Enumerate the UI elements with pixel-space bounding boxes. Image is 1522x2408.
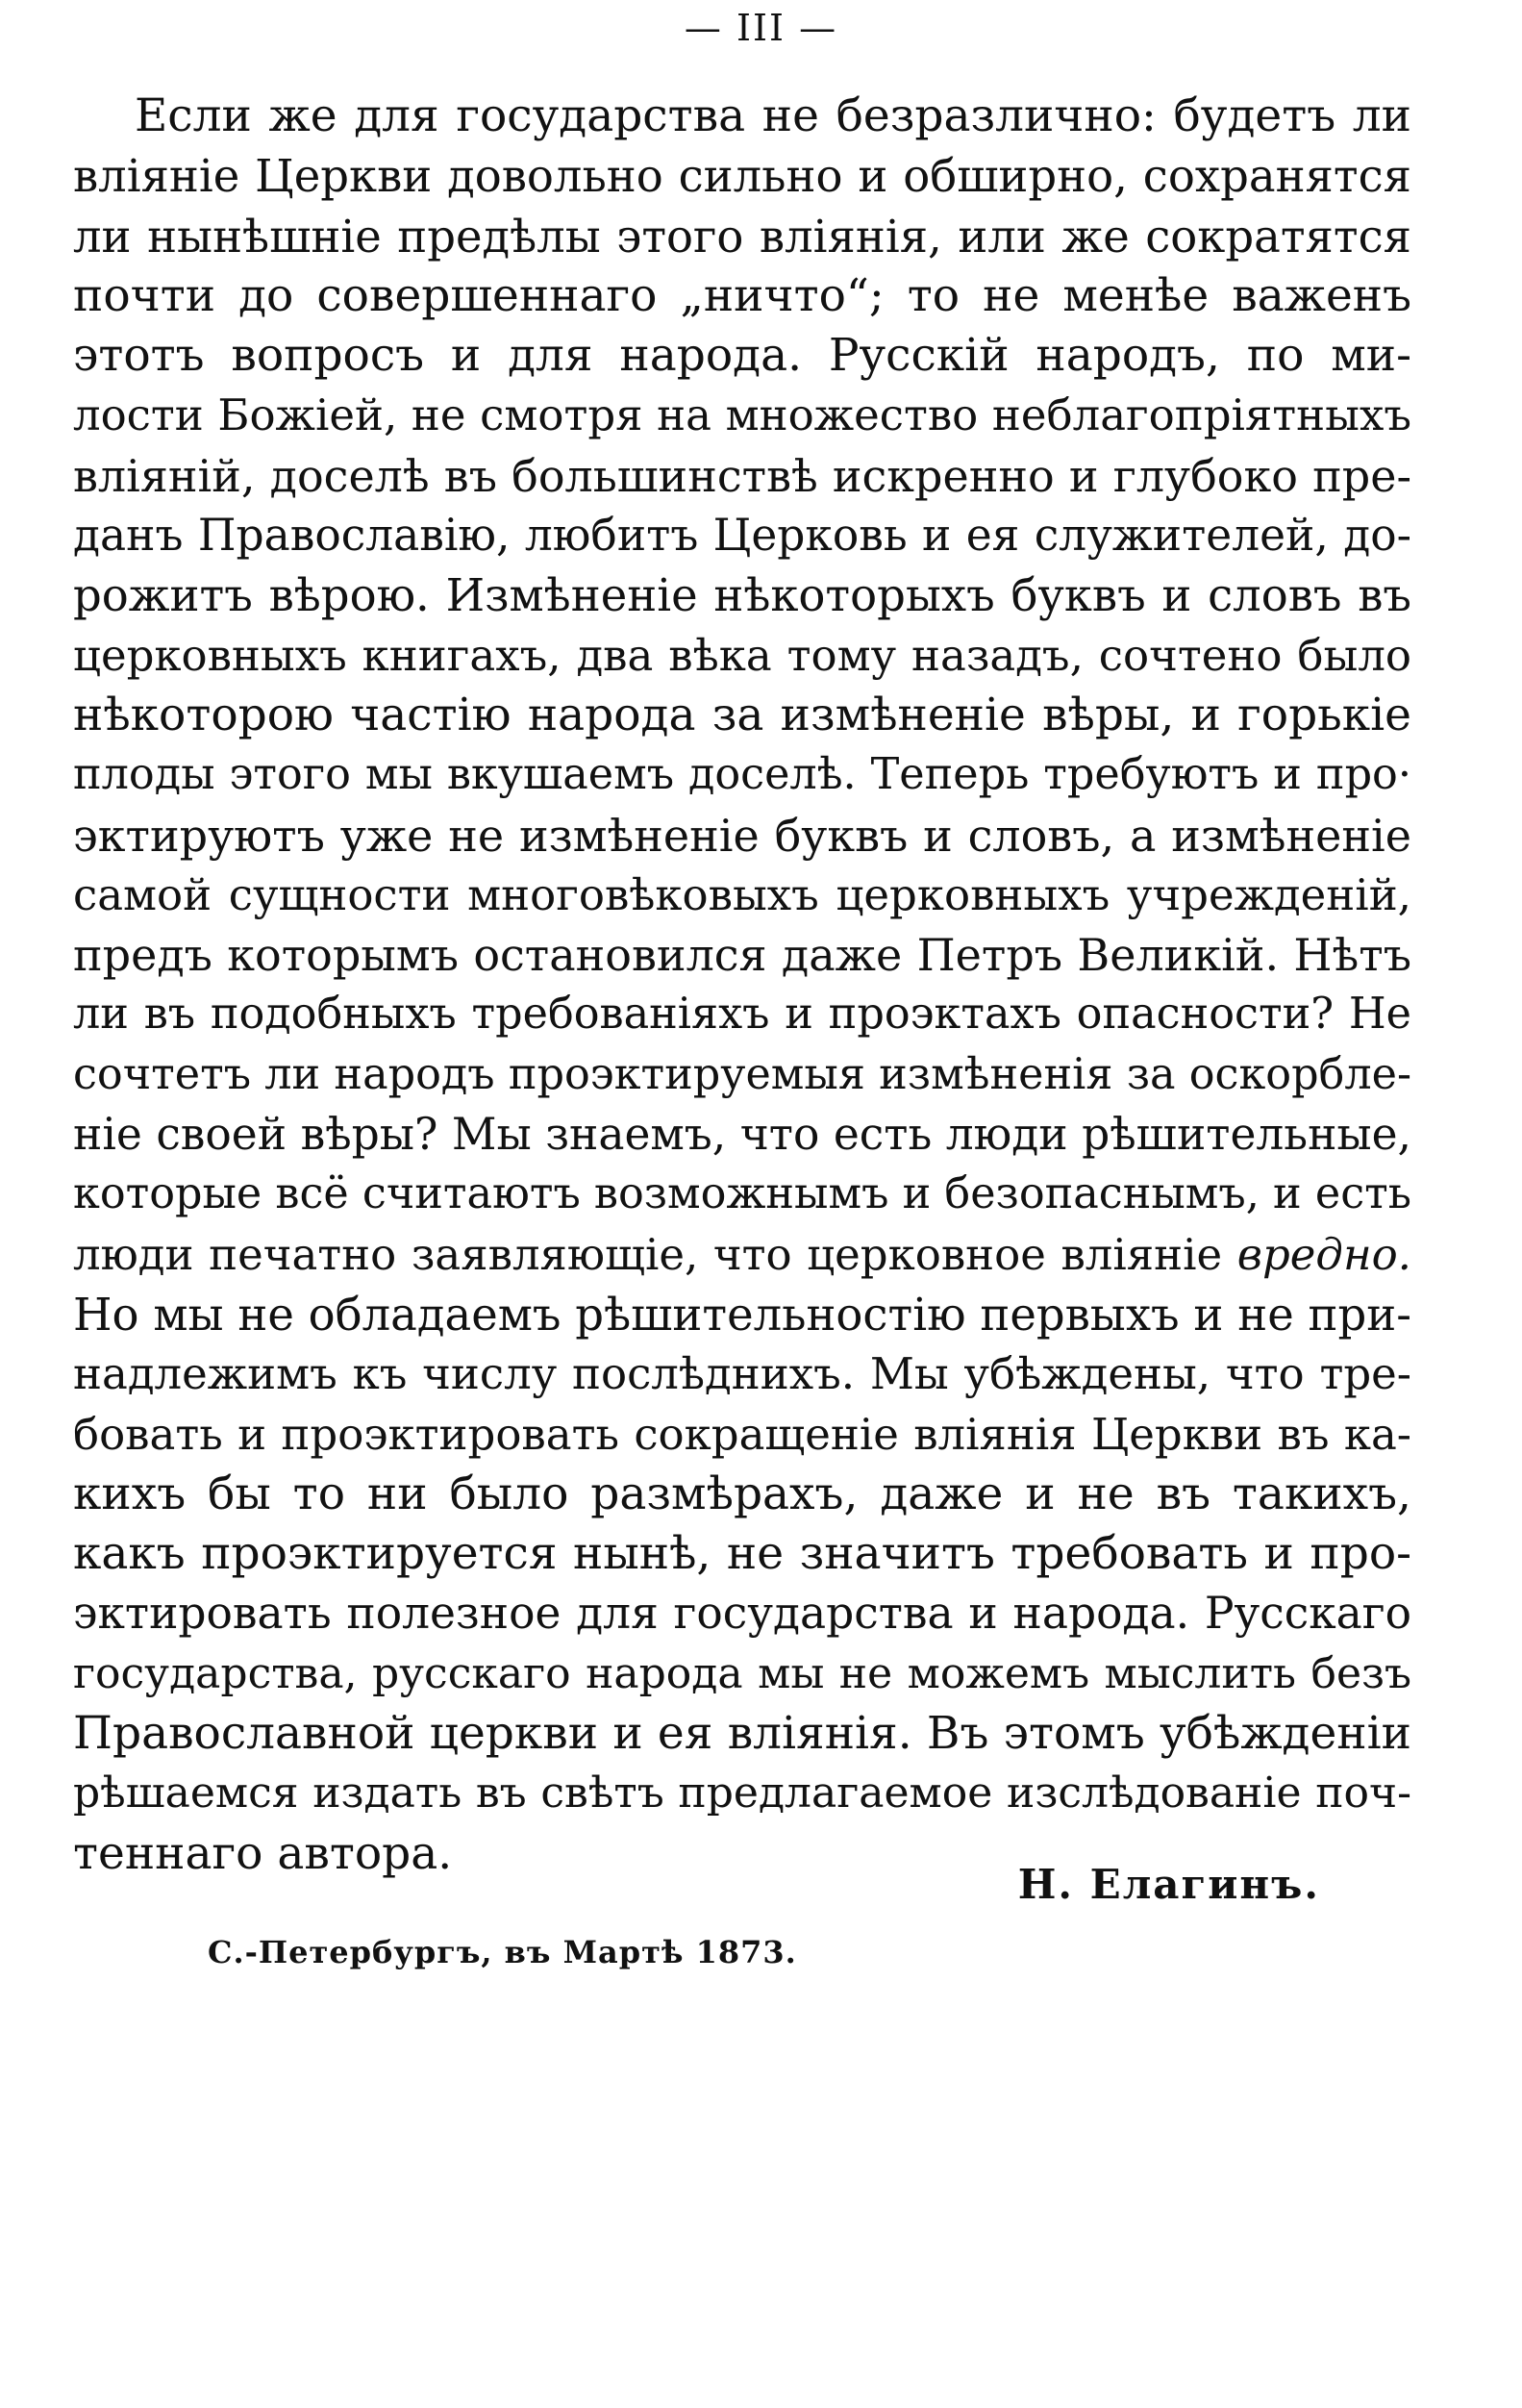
page-number: — III — — [684, 7, 838, 49]
text-line: сочтетъ ли народъ проэктируемыя измѣненія за оскорбле- — [73, 1049, 1411, 1099]
text-line: кихъ бы то ни было размѣрахъ, даже и не въ такихъ, — [73, 1467, 1411, 1520]
text-line: Но мы не обладаемъ рѣшительностію первыхъ и не при- — [73, 1288, 1411, 1341]
text-line: этотъ вопросъ и для народа. Русскій народъ, по ми- — [73, 329, 1411, 383]
place-date-line: С.-Петербургъ, въ Мартѣ 1873. — [208, 1934, 797, 1970]
text-line: какъ проэктируется нынѣ, не значитъ требовать и про- — [73, 1527, 1411, 1581]
text-line: ніе своей вѣры? Мы знаемъ, что есть люди рѣшительные, — [73, 1109, 1411, 1161]
text-line: ли въ подобныхъ требованіяхъ и проэктахъ опасности? Не — [73, 990, 1411, 1040]
text-line: данъ Православію, любитъ Церковь и ея служителей, до- — [73, 510, 1411, 562]
text-line: плоды этого мы вкушаемъ доселѣ. Теперь требуютъ и про· — [73, 750, 1411, 800]
text-line: надлежимъ къ числу послѣднихъ. Мы убѣждены, что тре- — [73, 1348, 1411, 1400]
text-line: эктировать полезное для государства и народа. Русскаго — [73, 1588, 1411, 1640]
text-line: почти до совершеннаго „ничто“; то не менѣе важенъ — [73, 268, 1411, 322]
italic-emphasis: вредно. — [1236, 1228, 1411, 1280]
text-line: Православной церкви и ея вліянія. Въ этомъ убѣжденіи — [73, 1707, 1411, 1761]
text-line: вліяніе Церкви довольно сильно и обширно, сохранятся — [73, 150, 1411, 203]
text-line-start: люди печатно заявляющіе, что церковное вліяніе — [73, 1228, 1223, 1280]
text-line: вліяній, доселѣ въ большинствѣ искренно и глубоко пре- — [73, 449, 1411, 502]
text-line: государства, русскаго народа мы не можемъ мыслить безъ — [73, 1648, 1411, 1698]
author-signature: Н. Елагинъ. — [1017, 1861, 1320, 1908]
text-line: самой сущности многовѣковыхъ церковныхъ учрежденій, — [73, 868, 1411, 920]
text-line: которые всё считаютъ возможнымъ и безопаснымъ, и есть — [73, 1169, 1411, 1219]
text-line: лости Божіей, не смотря на множество неблагопріятныхъ — [73, 389, 1411, 441]
text-line: нѣкоторою частію народа за измѣненіе вѣры, и горькіе — [73, 688, 1411, 741]
text-line: эктируютъ уже не измѣненіе буквъ и словъ, а измѣненіе — [73, 809, 1411, 862]
text-line: рожитъ вѣрою. Измѣненіе нѣкоторыхъ буквъ и словъ въ — [73, 569, 1411, 622]
text-line: рѣшаемся издать въ свѣтъ предлагаемое изслѣдованіе поч- — [73, 1768, 1411, 1819]
text-line: бовать и проэктировать сокращеніе вліянія Церкви въ ка- — [73, 1408, 1411, 1460]
text-line: предъ которымъ остановился даже Петръ Великій. Нѣтъ — [73, 929, 1411, 982]
text-line: ли нынѣшніе предѣлы этого вліянія, или же сократятся — [73, 210, 1411, 263]
text-line-final: теннаго автора. — [73, 1826, 453, 1880]
preface-paragraph — [73, 87, 1411, 1884]
text-line: Если же для государства не безразлично: будетъ ли — [135, 89, 1411, 142]
text-line: церковныхъ книгахъ, два вѣка тому назадъ, сочтено было — [73, 629, 1411, 681]
text-line-with-italic — [73, 1225, 1411, 1285]
